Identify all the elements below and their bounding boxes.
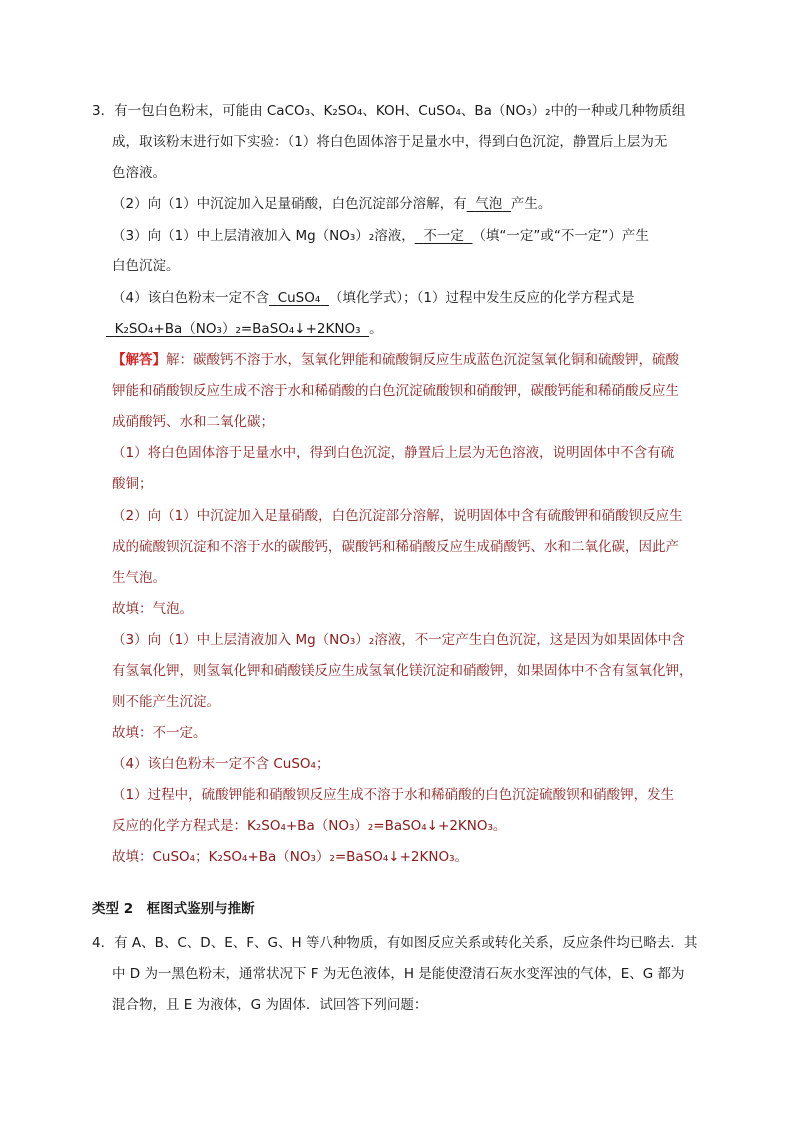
question-3-line-2: 成，取该粉末进行如下实验：（1）将白色固体溶于足量水中，得到白色沉淀，静置后上层为无: [112, 134, 668, 150]
question-4-line-2: 中 D 为一黑色粉末，通常状况下 F 为无色液体，H 是能使澄清石灰水变浑浊的气体，E、G 都为: [112, 966, 685, 982]
answer-line-3: 成硝酸钙、水和二氧化碳；: [112, 414, 274, 430]
answer-line-5: 酸铜；: [112, 476, 153, 492]
answer-line-14: （4）该白色粉末一定不含 CuSO₄；: [112, 756, 330, 772]
answer-line-7: 成的硫酸钡沉淀和不溶于水的碳酸钙，碳酸钙和稀硝酸反应生成硝酸钙、水和二氧化碳，因此产: [112, 539, 679, 555]
answer-line-8: 生气泡。: [112, 570, 166, 586]
answer-blank-4: CuSO₄: [277, 290, 321, 306]
question-3-number: 3．: [92, 103, 115, 119]
answer-line-16: 反应的化学方程式是：K₂SO₄+Ba（NO₃）₂=BaSO₄↓+2KNO₃。: [112, 818, 507, 834]
question-3-part-3-line-2: 白色沉淀。: [112, 258, 180, 274]
answer-line-10: （3）向（1）中上层清液加入 Mg（NO₃）₂溶液，不一定产生白色沉淀，这是因为如果固体中含: [112, 632, 685, 648]
answer-line-17: 故填：CuSO₄；K₂SO₄+Ba（NO₃）₂=BaSO₄↓+2KNO₃。: [112, 849, 469, 865]
answer-blank-3: 不一定: [423, 228, 464, 244]
question-3-part-2: （2）向（1）中沉淀加入足量硝酸，白色沉淀部分溶解，有 气泡 产生。: [112, 196, 552, 212]
answer-tag: 【解答】: [112, 352, 166, 368]
question-3-part-4: （4）该白色粉末一定不含 CuSO₄ （填化学式）；（1）过程中发生反应的化学方程式是: [112, 290, 635, 306]
section-heading: 类型 2 框图式鉴别与推断: [92, 901, 255, 917]
question-3-part-3: （3）向（1）中上层清液加入 Mg（NO₃）₂溶液， 不一定 （填“一定”或“不一定”）产生: [112, 228, 649, 244]
answer-blank-equation: K₂SO₄+Ba（NO₃）₂=BaSO₄↓+2KNO₃: [114, 321, 361, 337]
answer-line-6: （2）向（1）中沉淀加入足量硝酸，白色沉淀部分溶解，说明固体中含有硫酸钾和硝酸钡反应生: [112, 508, 683, 524]
answer-line-12: 则不能产生沉淀。: [112, 694, 220, 710]
question-4-line-3: 混合物，且 E 为液体，G 为固体．试回答下列问题：: [112, 997, 428, 1013]
answer-line-4: （1）将白色固体溶于足量水中，得到白色沉淀，静置后上层为无色溶液，说明固体中不含有硫: [112, 445, 675, 461]
answer-line-2: 钾能和硝酸钡反应生成不溶于水和稀硝酸的白色沉淀硫酸钡和硝酸钾，碳酸钙能和稀硝酸反应生: [112, 383, 679, 399]
answer-line-9: 故填：气泡。: [112, 601, 193, 617]
question-3-equation: K₂SO₄+Ba（NO₃）₂=BaSO₄↓+2KNO₃ 。: [112, 319, 383, 339]
question-3-line-3: 色溶液。: [112, 165, 166, 181]
answer-line-13: 故填：不一定。: [112, 725, 207, 741]
answer-blank-2: 气泡: [475, 196, 503, 212]
answer-line-11: 有氢氧化钾，则氢氧化钾和硝酸镁反应生成氢氧化镁沉淀和硝酸钾，如果固体中不含有氢氧化钾，: [112, 663, 693, 679]
question-4-line-1: 4．有 A、B、C、D、E、F、G、H 等八种物质，有如图反应关系或转化关系，反应条件均已略去．其: [92, 935, 698, 951]
answer-line-1: 【解答】解：碳酸钙不溶于水，氢氧化钾能和硫酸铜反应生成蓝色沉淀氢氧化铜和硫酸钾，硫酸: [112, 352, 679, 368]
answer-line-15: （1）过程中，硫酸钾能和硝酸钡反应生成不溶于水和稀硝酸的白色沉淀硫酸钡和硝酸钾，发生: [112, 787, 675, 803]
question-4-number: 4．: [92, 935, 115, 951]
question-3-line-1: 3．有一包白色粉末，可能由 CaCO₃、K₂SO₄、KOH、CuSO₄、Ba（NO₃）₂中的一种或几种物质组: [92, 103, 686, 119]
